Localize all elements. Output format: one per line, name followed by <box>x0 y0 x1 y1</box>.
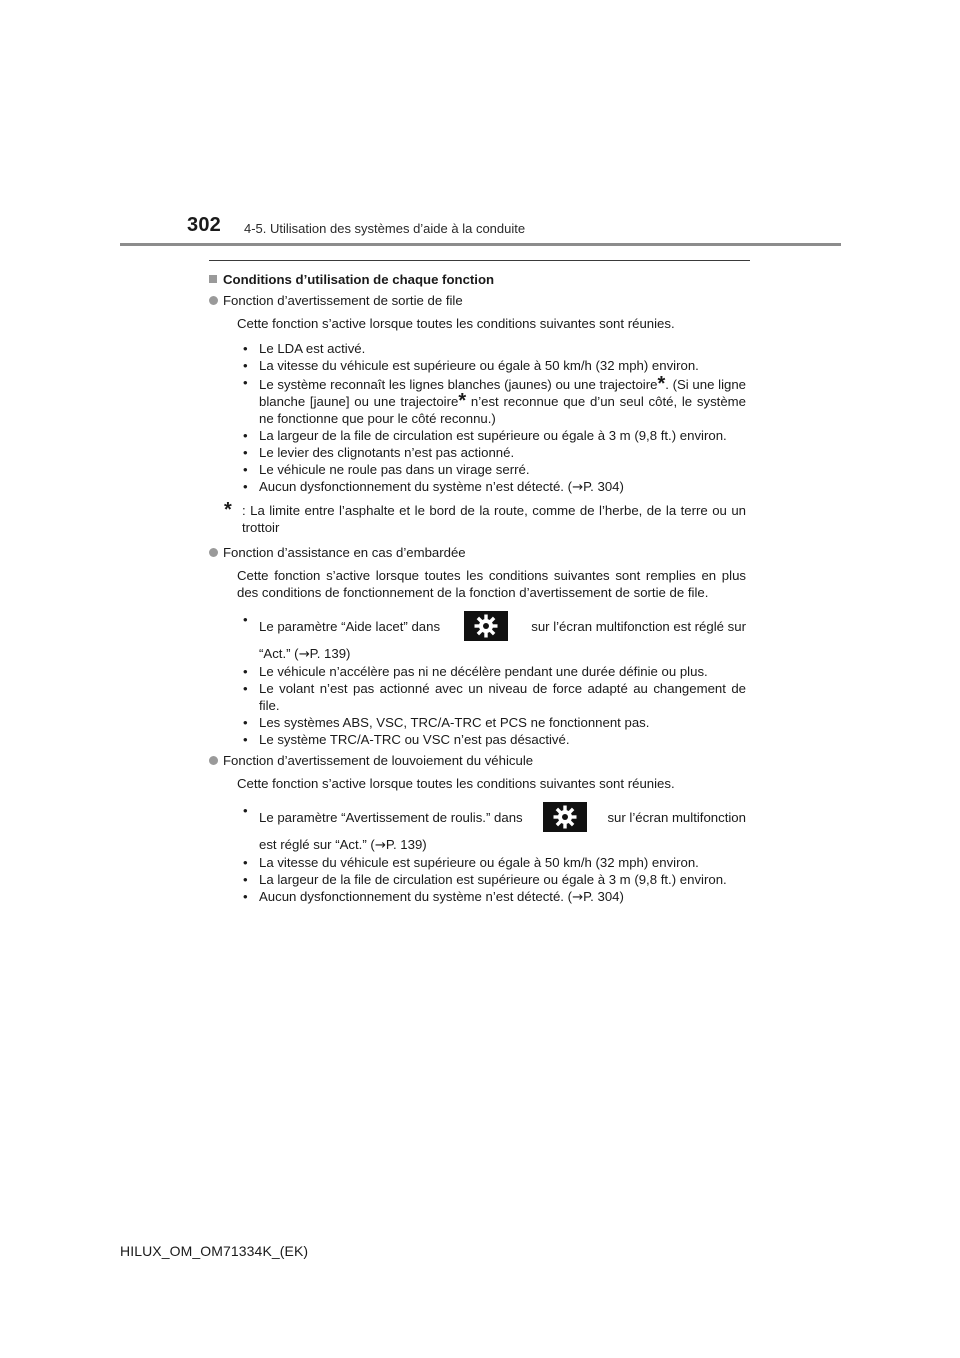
arrow-right-icon: → <box>298 647 310 662</box>
function-intro: Cette fonction s’active lorsque toutes les conditions suivantes sont réunies. <box>237 316 675 331</box>
condition-item <box>237 374 746 427</box>
condition-item: • La vitesse du véhicule est supérieure ou égale à 50 km/h (32 mph) environ. <box>237 357 746 374</box>
asterisk-mark: * <box>657 373 666 395</box>
settings-gear-icon <box>464 611 508 641</box>
function-title-yaw-assist <box>209 544 746 561</box>
asterisk-mark: * <box>458 390 467 412</box>
heading-text: Conditions d’utilisation de chaque fonction <box>223 272 495 287</box>
function-title-sway-warning <box>209 752 746 769</box>
circle-bullet-icon <box>209 756 218 765</box>
document-code: HILUX_OM_OM71334K_(EK) <box>120 1243 309 1259</box>
condition-text: . (Si une ligne blanche [jaune] ou une trajectoire <box>259 377 747 409</box>
condition-item: • La largeur de la file de circulation est supérieure ou égale à 3 m (9,8 ft.) environ. <box>237 427 746 444</box>
condition-text: sur l’écran multifonction est réglé sur <box>531 618 746 634</box>
condition-item: • Les systèmes ABS, VSC, TRC/A-TRC et PCS ne fonctionnent pas. <box>237 714 746 731</box>
condition-item <box>237 478 746 496</box>
condition-text: sur l’écran multifonction <box>607 809 746 825</box>
condition-text: Le système reconnaît les lignes blanches (jaunes) ou une trajectoire <box>259 377 658 392</box>
settings-gear-icon <box>543 802 587 832</box>
function-title-text: Fonction d’assistance en cas d’embardée <box>223 545 466 560</box>
arrow-right-icon: → <box>374 838 386 853</box>
arrow-right-icon: → <box>572 480 584 495</box>
page-reference-link[interactable]: P. 139) <box>309 646 351 661</box>
square-bullet-icon <box>209 275 217 283</box>
condition-list <box>237 611 746 748</box>
condition-text: Aucun dysfonctionnement du système n’est détecté. ( <box>259 479 573 494</box>
content-area <box>209 268 746 908</box>
function-intro: Cette fonction s’active lorsque toutes les conditions suivantes sont remplies en plus des conditions de fonctionnement de la fonction d’avertissement de sortie de file. <box>237 568 746 600</box>
gear-icon <box>552 804 578 830</box>
footnote-text: : La limite entre l’asphalte et le bord de la route, comme de l’herbe, de la terre ou un trottoir <box>242 503 746 535</box>
condition-item: • Le véhicule ne roule pas dans un virage serré. <box>237 461 746 478</box>
function-title-text: Fonction d’avertissement de sortie de file <box>223 293 463 308</box>
condition-text: • Le paramètre “Aide lacet” dans <box>259 618 441 634</box>
condition-text: est réglé sur “Act.” ( <box>259 837 375 852</box>
condition-item: • Le système TRC/A-TRC ou VSC n’est pas désactivé. <box>237 731 746 748</box>
condition-text: “Act.” ( <box>259 646 299 661</box>
condition-item: • Le véhicule n’accélère pas ni ne décélère pendant une durée définie ou plus. <box>237 663 746 680</box>
circle-bullet-icon <box>209 548 218 557</box>
condition-text: n’est reconnue que d’un seul côté, le système ne fonctionne que pour le côté reconnu.) <box>259 394 746 426</box>
condition-item: • La largeur de la file de circulation est supérieure ou égale à 3 m (9,8 ft.) environ. <box>237 871 746 888</box>
arrow-right-icon: → <box>572 890 584 905</box>
condition-item <box>237 611 746 663</box>
circle-bullet-icon <box>209 296 218 305</box>
condition-list <box>237 340 746 496</box>
condition-text: Aucun dysfonctionnement du système n’est détecté. ( <box>259 889 573 904</box>
header-rule <box>120 243 841 246</box>
gear-icon <box>473 613 499 639</box>
footnote <box>224 499 746 536</box>
condition-text: • Le paramètre “Avertissement de roulis.” dans <box>259 809 523 825</box>
page-reference-link[interactable]: P. 139) <box>385 837 427 852</box>
function-title-text: Fonction d’avertissement de louvoiement du véhicule <box>223 753 534 768</box>
condition-item: • Le volant n’est pas actionné avec un niveau de force adapté au changement de file. <box>237 680 746 714</box>
content-rule <box>209 260 750 261</box>
condition-item <box>237 802 746 854</box>
conditions-heading <box>209 271 746 288</box>
section-title: 4-5. Utilisation des systèmes d’aide à la conduite <box>244 221 526 236</box>
condition-item: • La vitesse du véhicule est supérieure ou égale à 50 km/h (32 mph) environ. <box>237 854 746 871</box>
condition-item <box>237 888 746 906</box>
page-reference-link[interactable]: P. 304) <box>583 889 624 904</box>
function-title-lane-departure <box>209 292 746 309</box>
function-intro: Cette fonction s’active lorsque toutes les conditions suivantes sont réunies. <box>237 776 675 791</box>
page-reference-link[interactable]: P. 304) <box>583 479 624 494</box>
condition-item: • Le LDA est activé. <box>237 340 746 357</box>
condition-item: • Le levier des clignotants n’est pas actionné. <box>237 444 746 461</box>
page-number: 302 <box>187 214 221 236</box>
asterisk-mark: * <box>224 499 232 521</box>
condition-list <box>237 802 746 906</box>
